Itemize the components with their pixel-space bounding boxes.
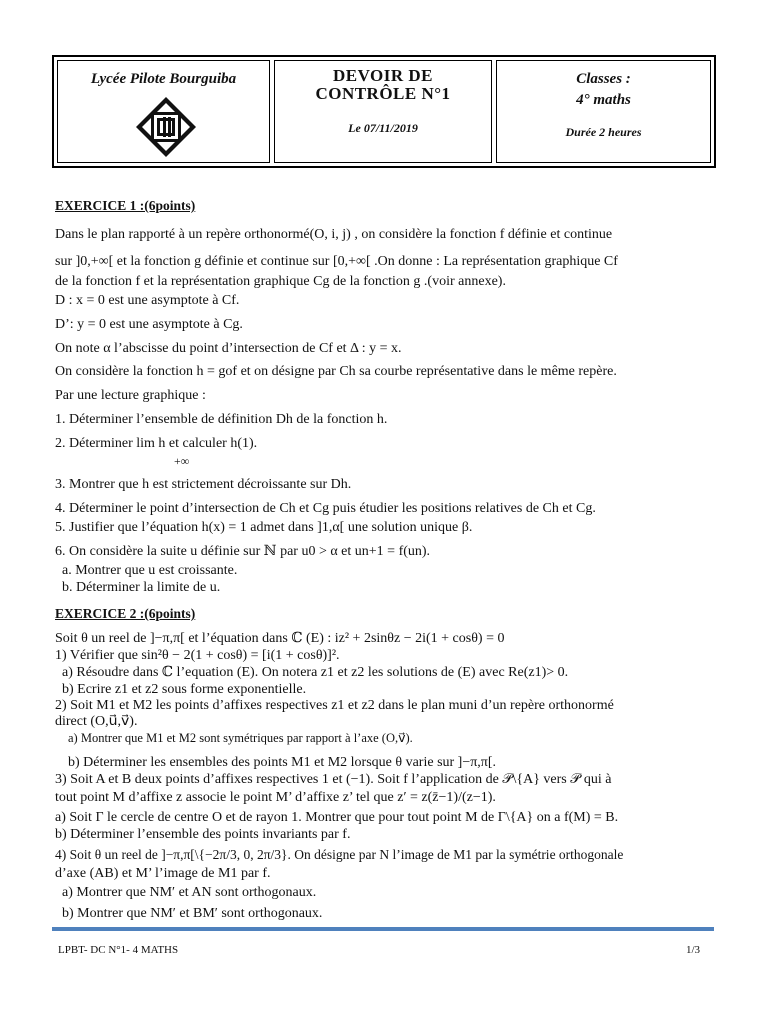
exam-header xyxy=(52,55,716,168)
page-number: 1/3 xyxy=(686,944,701,956)
footer-rule xyxy=(52,927,714,931)
ex1-subquestion: a. Montrer que u est croissante. xyxy=(62,563,238,578)
ex1-line: On considère la fonction h = gof et on désigne par Ch sa courbe représentative dans le même repère. xyxy=(55,364,617,379)
ex1-question: 5. Justifier que l’équation h(x) = 1 admet dans ]1,α[ une solution unique β. xyxy=(55,520,473,535)
ex2-line: 4) Soit θ un reel de ]−π,π[\{−2π/3, 0, 2π/3}. On désigne par N l’image de M1 par la symétrie orthogonale xyxy=(55,847,624,862)
ex2-line: 2) Soit M1 et M2 les points d’affixes respectives z1 et z2 dans le plan muni d’un repère orthonormé xyxy=(55,698,614,713)
exam-date: Le 07/11/2019 xyxy=(348,121,418,135)
ex2-line: b) Ecrire z1 et z2 sous forme exponentielle. xyxy=(62,682,307,697)
limit-subscript: +∞ xyxy=(174,454,190,468)
ex1-question: 2. Déterminer lim h et calculer h(1). xyxy=(55,436,258,451)
classes-label: Classes : xyxy=(576,71,631,87)
exam-title xyxy=(275,67,491,103)
school-cell xyxy=(57,60,270,163)
school-name: Lycée Pilote Bourguiba xyxy=(90,71,237,87)
ex1-line: Dans le plan rapporté à un repère orthonormé(O, i, j) , on considère la fonction f définie et continue xyxy=(55,227,613,242)
ex2-line: a) Résoudre dans ℂ l’equation (E). On notera z1 et z2 les solutions de (E) avec Re(z1)> 0. xyxy=(62,665,569,680)
exam-title-line1: DEVOIR DE xyxy=(332,66,434,85)
exam-title-line2: CONTRÔLE N°1 xyxy=(315,84,451,103)
ex1-question: 1. Déterminer l’ensemble de définition Dh de la fonction h. xyxy=(55,412,388,427)
ex1-line: D’: y = 0 est une asymptote à Cg. xyxy=(55,317,243,332)
ex2-line: b) Déterminer l’ensemble des points invariants par f. xyxy=(55,827,351,842)
ex1-question: 6. On considère la suite u définie sur ℕ par u0 > α et un+1 = f(un). xyxy=(55,544,431,559)
ex1-line: sur ]0,+∞[ et la fonction g définie et continue sur [0,+∞[ .On donne : La représentation graphique Cf xyxy=(55,254,618,269)
school-logo-icon xyxy=(136,97,196,157)
ex1-question: 4. Déterminer le point d’intersection de Ch et Cg puis étudier les positions relatives de Ch et Cg. xyxy=(55,501,596,516)
ex1-subquestion: b. Déterminer la limite de u. xyxy=(62,580,221,595)
ex1-line: Par une lecture graphique : xyxy=(55,388,206,403)
ex2-line: a) Montrer que M1 et M2 sont symétriques par rapport à l’axe (O,v⃗). xyxy=(68,731,413,745)
ex2-line: tout point M d’affixe z associe le point M’ d’affixe z’ tel que z′ = z(z̄−1)/(z−1). xyxy=(55,790,496,805)
class-cell xyxy=(496,60,711,163)
ex2-line: direct (O,u⃗,v⃗). xyxy=(55,714,138,729)
ex2-line: a) Soit Γ le cercle de centre O et de rayon 1. Montrer que pour tout point M de Γ\{A} on a f(M) = B. xyxy=(55,810,619,825)
ex2-line: a) Montrer que NM′ et AN sont orthogonaux. xyxy=(62,885,317,900)
ex2-line: Soit θ un reel de ]−π,π[ et l’équation dans ℂ (E) : iz² + 2sinθz − 2i(1 + cosθ) = 0 xyxy=(55,631,505,646)
footer-label: LPBT- DC N°1- 4 MATHS xyxy=(58,944,179,956)
ex1-question: 3. Montrer que h est strictement décroissante sur Dh. xyxy=(55,477,352,492)
exercise2-title: EXERCICE 2 :(6points) xyxy=(55,606,196,621)
ex2-line: b) Montrer que NM′ et BM′ sont orthogonaux. xyxy=(62,906,323,921)
ex1-line: On note α l’abscisse du point d’intersection de Cf et Δ : y = x. xyxy=(55,341,402,356)
title-cell xyxy=(274,60,492,163)
duration: Durée 2 heures xyxy=(565,125,642,139)
ex2-line: 3) Soit A et B deux points d’affixes respectives 1 et (−1). Soit f l’application de 𝒫\{A} vers 𝒫 qui à xyxy=(55,772,612,787)
classes-value: 4° maths xyxy=(576,92,631,108)
exercise1-title: EXERCICE 1 :(6points) xyxy=(55,198,196,213)
ex1-line: D : x = 0 est une asymptote à Cf. xyxy=(55,293,240,308)
ex2-line: 1) Vérifier que sin²θ − 2(1 + cosθ) = [i(1 + cosθ)]². xyxy=(55,648,340,663)
ex2-line: b) Déterminer les ensembles des points M1 et M2 lorsque θ varie sur ]−π,π[. xyxy=(68,755,497,770)
ex2-line: d’axe (AB) et M’ l’image de M1 par f. xyxy=(55,866,271,881)
ex1-line: de la fonction f et la représentation graphique Cg de la fonction g .(voir annexe). xyxy=(55,274,506,289)
